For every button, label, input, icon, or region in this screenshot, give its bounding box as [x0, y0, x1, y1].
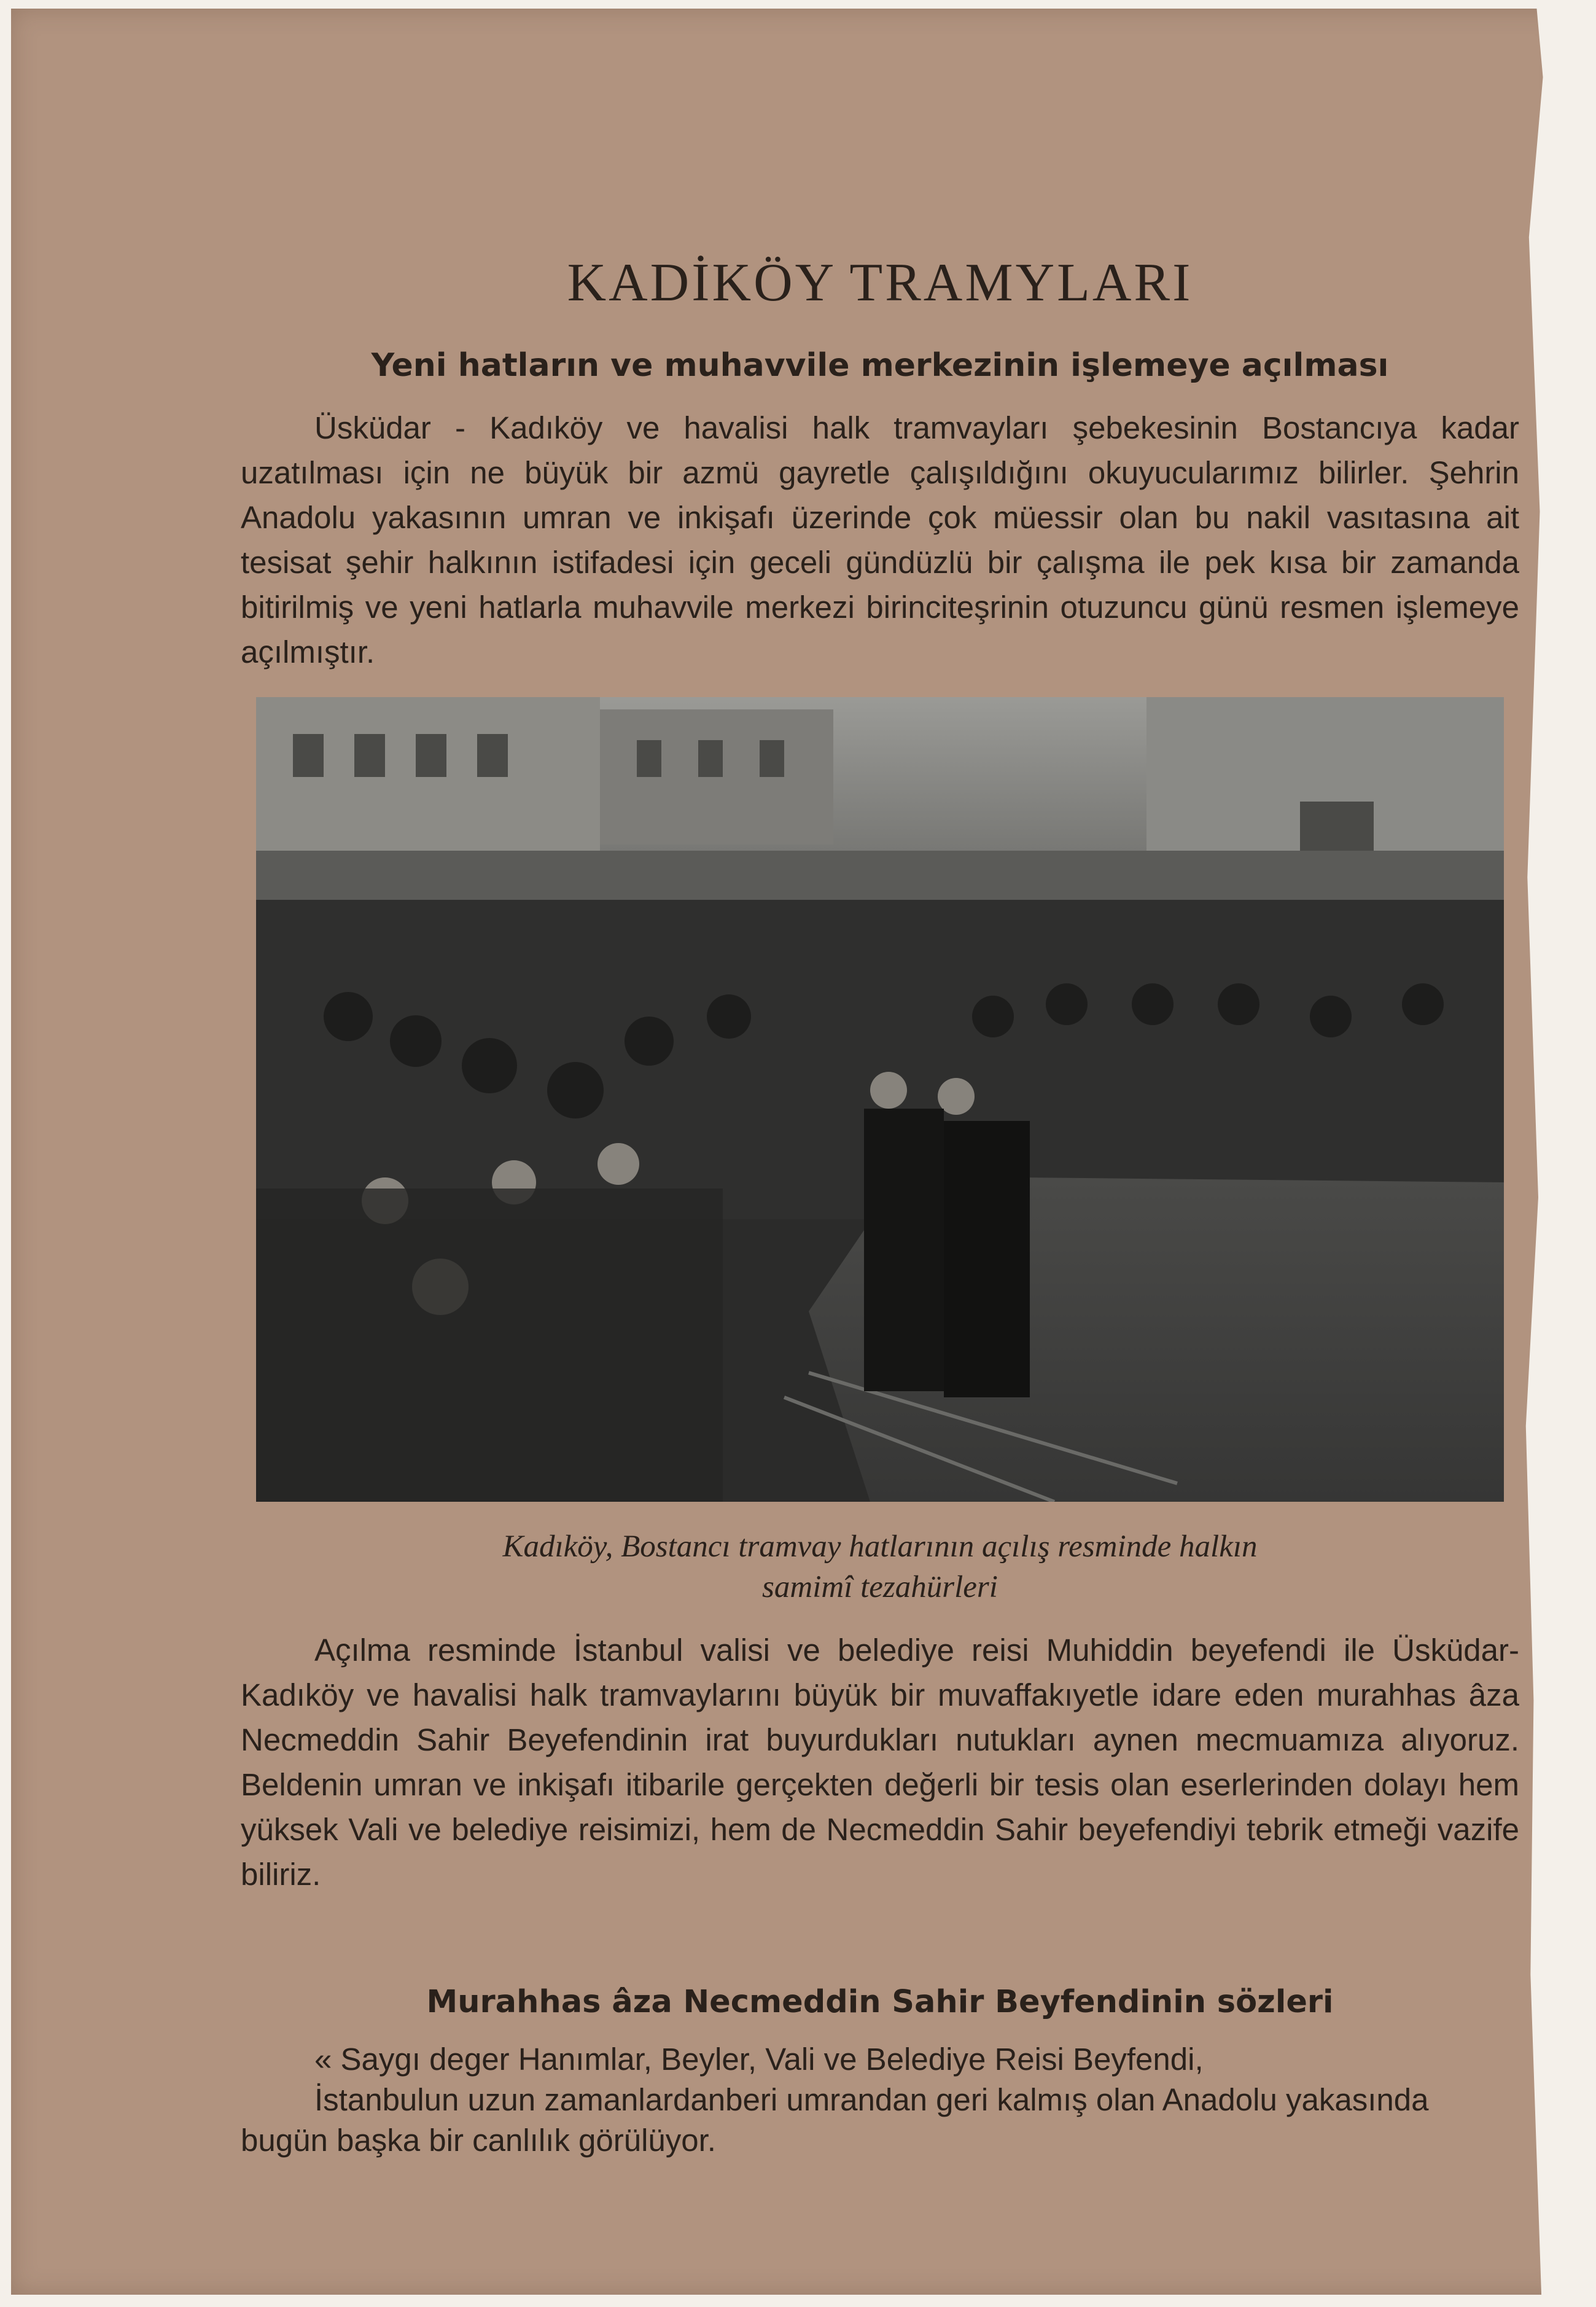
crowd-photo	[256, 697, 1504, 1502]
article-title: KADİKÖY TRAMYLARI	[567, 253, 1193, 313]
quote-line-1: « Saygı deger Hanımlar, Beyler, Vali ve Belediye Reisi Beyfendi,	[314, 2042, 1204, 2077]
article-subtitle: Yeni hatların ve muhavvile merkezinin işlemeye açılması	[371, 347, 1389, 384]
photo-caption	[241, 1526, 1519, 1607]
body-paragraph: Açılma resminde İstanbul valisi ve belediye reisi Muhiddin beyefendi ile Üsküdar-Kadıköy ve havalisi halk tramvaylarını büyük bir muvaffakıyetle idare eden murahhas âza Necmeddin Sahir Beyefendinin irat buyurdukları nutukları aynen mecmuamıza alıyoruz. Beldenin umran ve inkişafı itibarile gerçekten değerli bir tesis olan eserlerinden dolayı hem yüksek Vali ve belediye reisimizi, hem de Necmeddin Sahir beyefendiyi tebrik etmeği vazife biliriz.	[241, 1633, 1519, 1892]
speech-heading: Murahhas âza Necmeddin Sahir Beyfendinin sözleri	[426, 1984, 1334, 2020]
caption-line-2: samimî tezahürleri	[762, 1570, 998, 1604]
quote-line-2: İstanbulun uzun zamanlardanberi umrandan geri kalmış olan Anadolu yakasında bugün başka bir canlılık görülüyor.	[241, 2082, 1429, 2158]
speech-quote	[241, 2039, 1519, 2161]
caption-line-1: Kadıköy, Bostancı tramvay hatlarının açılış resminde halkın	[502, 1529, 1258, 1564]
intro-paragraph: Üsküdar - Kadıköy ve havalisi halk tramvayları şebekesinin Bostancıya kadar uzatılması için ne büyük bir azmü gayretle çalışıldığını okuyucularımız bilirler. Şehrin Anadolu yakasının umran ve inkişafı üzerinde çok müessir olan bu nakil vasıtasına ait tesisat şehir halkının istifadesi için geceli gündüzlü bir çalışma ile pek kısa bir zamanda bitirilmiş ve yeni hatlarla muhavvile merkezi birinciteşrinin otuzuncu günü resmen işlemeye açılmıştır.	[241, 410, 1519, 669]
